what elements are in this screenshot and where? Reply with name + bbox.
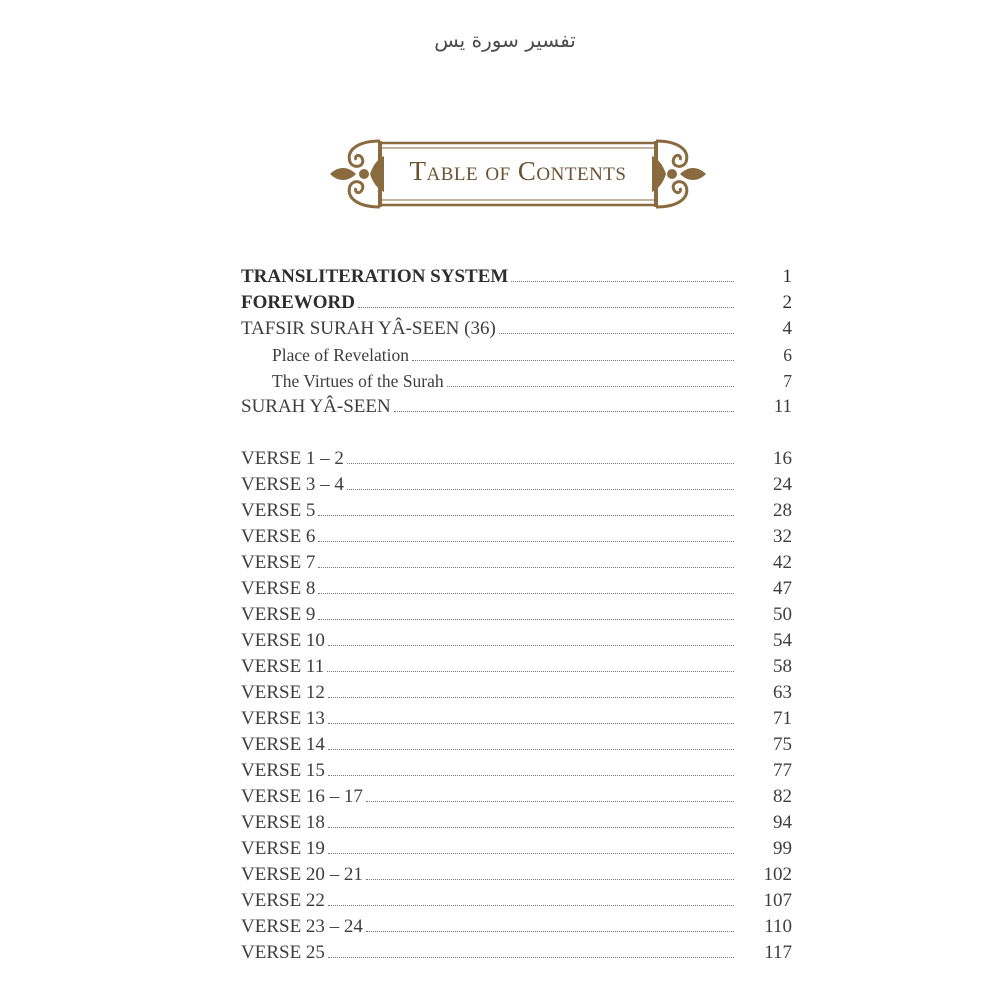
page-title: Table of Contents (409, 156, 627, 186)
toc-entry-label: The Virtues of the Surah (272, 371, 444, 391)
toc-entry-page-number: 42 (773, 552, 792, 573)
toc-entry-label: SURAH YÂ-SEEN (241, 396, 391, 417)
toc-entry[interactable] (241, 576, 792, 602)
toc-entry-label: VERSE 6 (241, 526, 316, 547)
dot-leader (318, 619, 734, 620)
toc-entry[interactable] (241, 368, 792, 394)
toc-entry[interactable] (241, 862, 792, 888)
toc-entry-page-number: 50 (773, 604, 792, 625)
toc-verse-section (241, 446, 792, 966)
toc-entry[interactable] (241, 316, 792, 342)
toc-entry[interactable] (241, 342, 792, 368)
toc-entry-page-number: 28 (773, 500, 792, 521)
toc-entry-page-number: 16 (773, 448, 792, 469)
dot-leader (412, 360, 734, 361)
toc-entry-label: VERSE 16 – 17 (241, 786, 363, 807)
dot-leader (358, 307, 734, 308)
toc-entry-label: VERSE 14 (241, 734, 325, 755)
dot-leader (318, 541, 734, 542)
toc-entry[interactable] (241, 394, 792, 420)
toc-entry-page-number: 110 (764, 916, 792, 937)
toc-entry-page-number: 32 (773, 526, 792, 547)
toc-entry[interactable] (241, 810, 792, 836)
toc-entry-label: VERSE 15 (241, 760, 325, 781)
toc-entry-page-number: 4 (782, 318, 792, 339)
toc-entry-label: VERSE 10 (241, 630, 325, 651)
dot-leader (366, 801, 734, 802)
toc-entry-label: VERSE 3 – 4 (241, 474, 344, 495)
toc-entry-page-number: 77 (773, 760, 792, 781)
dot-leader (328, 775, 734, 776)
toc-entry-label: VERSE 19 (241, 838, 325, 859)
toc-entry-page-number: 94 (773, 812, 792, 833)
toc-entry-page-number: 47 (773, 578, 792, 599)
toc-entry[interactable] (241, 498, 792, 524)
toc-entry[interactable] (241, 524, 792, 550)
toc-entry-page-number: 75 (773, 734, 792, 755)
dot-leader (394, 411, 734, 412)
toc-entry-label: VERSE 18 (241, 812, 325, 833)
section-gap (241, 420, 792, 446)
toc-entry[interactable] (241, 680, 792, 706)
toc-entry-label: TAFSIR SURAH YÂ-SEEN (36) (241, 318, 496, 339)
toc-entry-page-number: 1 (782, 266, 792, 287)
toc-entry-label: VERSE 7 (241, 552, 316, 573)
toc-entry-label: Place of Revelation (272, 345, 410, 365)
arabic-calligraphy-header (420, 18, 590, 62)
toc-entry-label: VERSE 5 (241, 500, 316, 521)
toc-entry-label: FOREWORD (241, 292, 355, 313)
toc-entry-label: VERSE 22 (241, 890, 325, 911)
toc-entry[interactable] (241, 732, 792, 758)
toc-entry[interactable] (241, 264, 792, 290)
toc-entry-page-number: 99 (773, 838, 792, 859)
toc-entry[interactable] (241, 472, 792, 498)
toc-entry[interactable] (241, 550, 792, 576)
toc-entry[interactable] (241, 940, 792, 966)
dot-leader (328, 905, 734, 906)
dot-leader (328, 697, 734, 698)
toc-entry-page-number: 11 (773, 396, 792, 417)
toc-entry-label: VERSE 12 (241, 682, 325, 703)
toc-entry[interactable] (241, 914, 792, 940)
toc-entry[interactable] (241, 602, 792, 628)
toc-entry-page-number: 63 (773, 682, 792, 703)
dot-leader (318, 593, 734, 594)
toc-entry-label: VERSE 25 (241, 942, 325, 963)
toc-entry[interactable] (241, 706, 792, 732)
toc-entry-page-number: 102 (763, 864, 792, 885)
toc-entry[interactable] (241, 758, 792, 784)
toc-entry-page-number: 7 (783, 371, 792, 391)
dot-leader (447, 386, 734, 387)
toc-entry-label: VERSE 20 – 21 (241, 864, 363, 885)
dot-leader (328, 645, 734, 646)
toc-entry-page-number: 71 (773, 708, 792, 729)
toc-entry[interactable] (241, 784, 792, 810)
dot-leader (318, 515, 734, 516)
toc-entry-page-number: 82 (773, 786, 792, 807)
toc-entry-label: VERSE 23 – 24 (241, 916, 363, 937)
dot-leader (328, 853, 734, 854)
dot-leader (499, 333, 734, 334)
dot-leader (366, 879, 734, 880)
toc-entry[interactable] (241, 836, 792, 862)
toc-entry[interactable] (241, 628, 792, 654)
dot-leader (328, 957, 734, 958)
dot-leader (328, 723, 734, 724)
toc-entry[interactable] (241, 654, 792, 680)
toc-entry-page-number: 24 (773, 474, 792, 495)
toc-entry[interactable] (241, 446, 792, 472)
toc-entry-label: VERSE 8 (241, 578, 316, 599)
toc-title-banner (328, 136, 708, 212)
toc-entry[interactable] (241, 290, 792, 316)
dot-leader (347, 463, 734, 464)
toc-front-section (241, 264, 792, 420)
toc-entry-label: VERSE 11 (241, 656, 325, 677)
toc-entry[interactable] (241, 888, 792, 914)
toc-entry-page-number: 117 (764, 942, 792, 963)
dot-leader (347, 489, 734, 490)
toc-entry-page-number: 6 (783, 345, 792, 365)
dot-leader (328, 827, 734, 828)
dot-leader (511, 281, 734, 282)
dot-leader (366, 931, 734, 932)
arabic-title: تفسير سورة يس (434, 28, 576, 52)
toc-entry-page-number: 107 (763, 890, 792, 911)
dot-leader (328, 749, 734, 750)
toc-entry-page-number: 2 (782, 292, 792, 313)
toc-entry-label: VERSE 13 (241, 708, 325, 729)
toc-entry-page-number: 58 (773, 656, 792, 677)
table-of-contents (241, 264, 792, 966)
toc-entry-page-number: 54 (773, 630, 792, 651)
dot-leader (327, 671, 734, 672)
dot-leader (318, 567, 734, 568)
toc-entry-label: TRANSLITERATION SYSTEM (241, 266, 509, 287)
toc-entry-label: VERSE 9 (241, 604, 316, 625)
toc-entry-label: VERSE 1 – 2 (241, 448, 344, 469)
